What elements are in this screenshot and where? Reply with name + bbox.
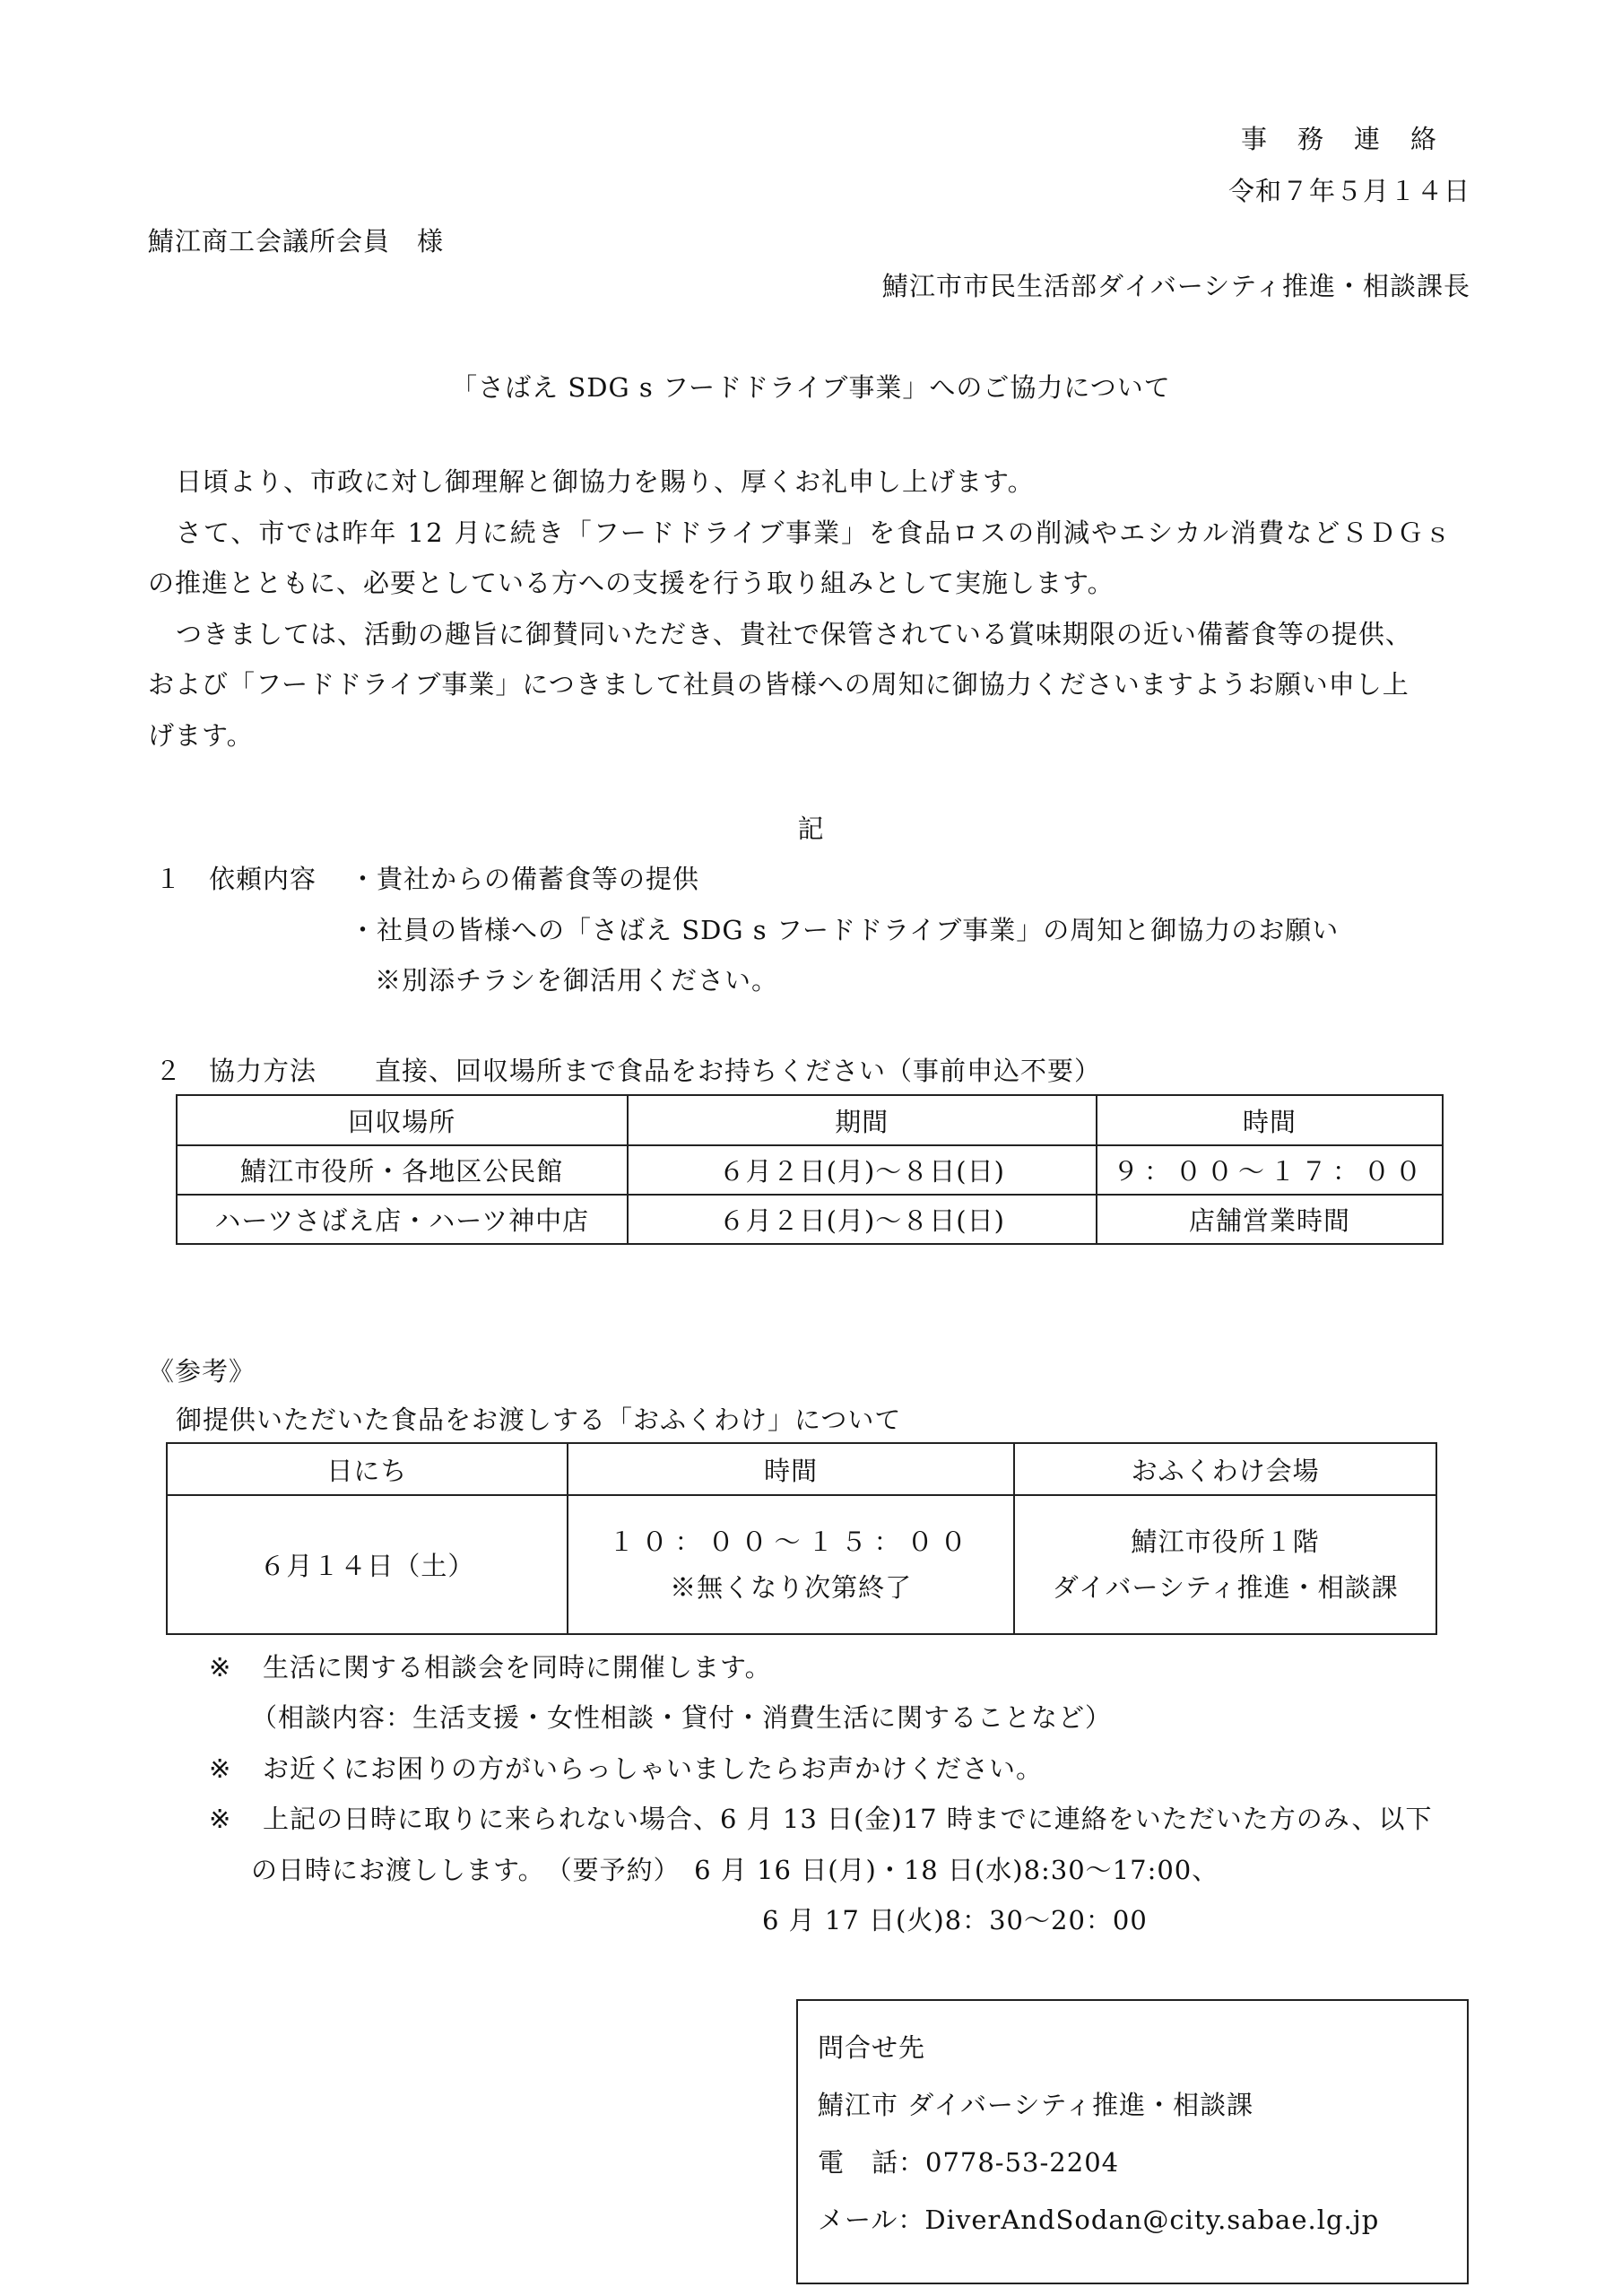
body-paragraph-3-line-2: および「フードドライブ事業」につきまして社員の皆様への周知に御協力くださいますようお願い申し上 (148, 669, 1409, 700)
document-title: 「さばえ SDG s フードドライブ事業」へのご協力について (451, 372, 1171, 403)
note-1: 生活に関する相談会を同時に開催します。 (263, 1652, 772, 1683)
item1-line-1: ・貴社からの備蓄食等の提供 (350, 864, 700, 894)
table-row (177, 1195, 1443, 1244)
body-paragraph-1: 日頃より、市政に対し御理解と御協力を賜り、厚くお礼申し上げます。 (176, 466, 1035, 497)
document-date: 令和７年５月１４日 (1227, 176, 1470, 206)
venue-line-2: ダイバーシティ推進・相談課 (1052, 1571, 1399, 1603)
distribution-table (166, 1442, 1437, 1635)
sender: 鯖江市市民生活部ダイバーシティ推進・相談課長 (882, 271, 1470, 301)
item2-text: 直接、回収場所まで食品をお持ちください（事前申込不要） (375, 1056, 1102, 1086)
distribution-time: １０：００～１５：００ (608, 1526, 974, 1557)
item1-line-2: ・社員の皆様への「さばえ SDG s フードドライブ事業」の周知と御協力のお願い (350, 915, 1340, 945)
table-cell: ６月２日(月)～８日(日) (628, 1195, 1097, 1244)
ki-heading: 記 (797, 813, 825, 844)
table-header-cell: 日にち (167, 1443, 568, 1495)
contact-title: 問合せ先 (818, 2032, 926, 2063)
table-cell: 店舗営業時間 (1097, 1195, 1443, 1244)
item2-label: ２ 協力方法 (155, 1056, 317, 1086)
contact-box (796, 1999, 1469, 2284)
note-2: お近くにお困りの方がいらっしゃいましたらお声かけください。 (263, 1753, 1044, 1784)
contact-phone: 電 話：0778-53-2204 (818, 2147, 1120, 2178)
table-header-cell: 回収場所 (177, 1095, 628, 1145)
note-3-line-2: の日時にお渡しします。 （要予約） 6 月 16 日(月)・18 日(水)8:30～17:00、 (251, 1855, 1219, 1885)
table-header-cell: 期間 (628, 1095, 1097, 1145)
note-1-mark: ※ (209, 1652, 232, 1683)
table-cell: ９：００～１７：００ (1097, 1145, 1443, 1195)
item1-line-3: ※別添チラシを御活用ください。 (375, 965, 779, 996)
recipient: 鯖江商工会議所会員 様 (148, 226, 445, 257)
distribution-time-cell (568, 1495, 1015, 1634)
item1-label: １ 依頼内容 (155, 864, 317, 894)
table-header-cell: おふくわけ会場 (1014, 1443, 1436, 1495)
body-paragraph-2-line-1: さて、市では昨年 12 月に続き「フードドライブ事業」を食品ロスの削減やエシカル消費などＳＤＧｓ (176, 517, 1453, 548)
note-1-sub: （相談内容：生活支援・女性相談・貸付・消費生活に関することなど） (251, 1702, 1113, 1733)
table-row (167, 1495, 1436, 1634)
contact-email: メール：DiverAndSodan@city.sabae.lg.jp (818, 2205, 1380, 2235)
distribution-venue-cell (1014, 1495, 1436, 1634)
body-paragraph-3-line-1: つきましては、活動の趣旨に御賛同いただき、貴社で保管されている賞味期限の近い備蓄食等の提供、 (176, 619, 1412, 649)
reference-heading: 《参考》 (148, 1356, 256, 1387)
note-3-line-3: 6 月 17 日(火)8：30～20：00 (762, 1905, 1148, 1935)
distribution-time-note: ※無くなり次第終了 (670, 1571, 913, 1603)
note-2-mark: ※ (209, 1753, 232, 1784)
collection-table (176, 1094, 1444, 1245)
reference-subtitle: 御提供いただいた食品をお渡しする「おふくわけ」について (176, 1405, 902, 1435)
table-header-row (167, 1443, 1436, 1495)
table-header-row (177, 1095, 1443, 1145)
contact-department: 鯖江市 ダイバーシティ推進・相談課 (818, 2090, 1254, 2120)
table-cell: ６月２日(月)～８日(日) (628, 1145, 1097, 1195)
body-paragraph-3-line-3: げます。 (148, 720, 254, 751)
note-3-mark: ※ (209, 1804, 232, 1834)
table-header-cell: 時間 (1097, 1095, 1443, 1145)
note-3-line-1: 上記の日時に取りに来られない場合、6 月 13 日(金)17 時までに連絡をいただいた方のみ、以下 (263, 1804, 1433, 1834)
doc-type-label: 事務連絡 (1240, 124, 1467, 154)
table-header-cell: 時間 (568, 1443, 1015, 1495)
distribution-date-cell: ６月１４日（土） (167, 1495, 568, 1634)
table-row (177, 1145, 1443, 1195)
venue-line-1: 鯖江市役所１階 (1131, 1526, 1320, 1557)
body-paragraph-2-line-2: の推進とともに、必要としている方への支援を行う取り組みとして実施します。 (148, 568, 1115, 598)
table-cell: 鯖江市役所・各地区公民館 (177, 1145, 628, 1195)
table-cell: ハーツさばえ店・ハーツ神中店 (177, 1195, 628, 1244)
